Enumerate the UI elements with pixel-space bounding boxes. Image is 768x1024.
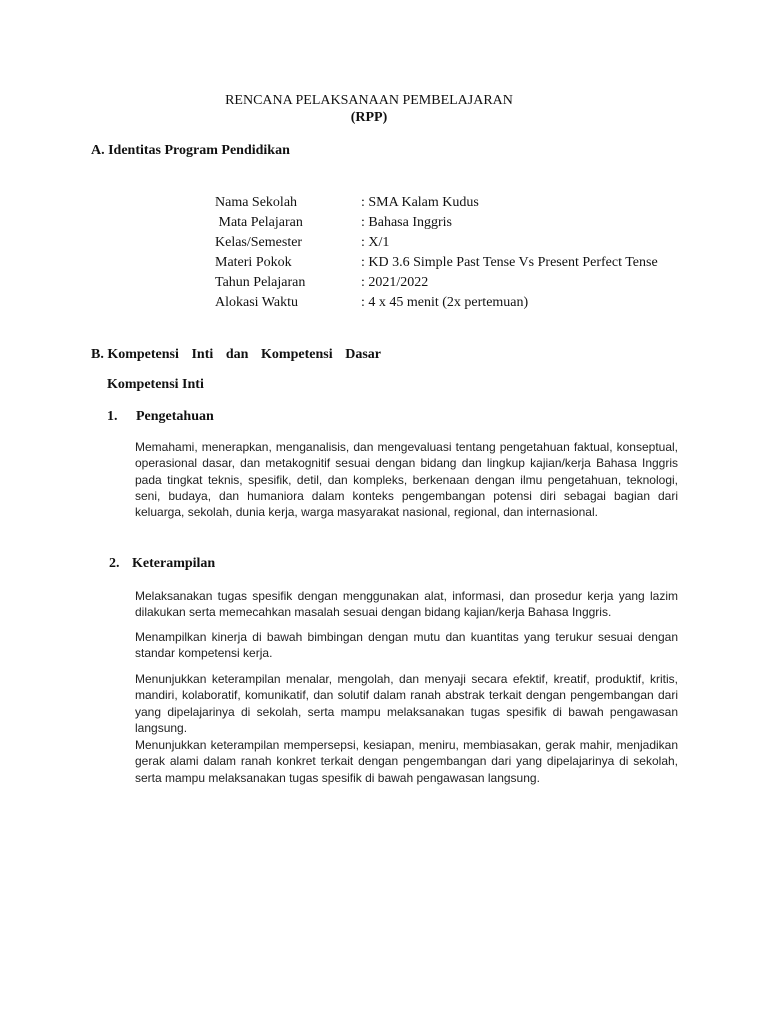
knowledge-paragraph: Memahami, menerapkan, menganalisis, dan mengevaluasi tentang pengetahuan faktual, konseptual, operasional dasar, dan metakognitif sesuai dengan bidang dan lingkup kajian/kerja Bahasa Inggris pada tingkat teknis, spesifik, detil, dan kompleks, berkenaan dengan ilmu pengetahuan, teknologi, seni, budaya, dan humaniora dalam konteks pengembangan potensi diri sebagai bagian dari keluarga, sekolah, dunia kerja, warga masyarakat nasional, regional, dan internasional. [135,440,678,520]
skills-paragraph: Melaksanakan tugas spesifik dengan menggunakan alat, informasi, dan prosedur kerja yang lazim dilakukan serta memecahkan masalah sesuai dengan bidang kajian/kerja Bahasa Inggris. [135,589,678,620]
identity-label: Kelas/Semester [215,235,303,250]
item-label: Keterampilan [132,556,216,571]
section-b-word: Dasar [345,347,381,362]
core-competency-heading: Kompetensi Inti [107,377,204,392]
section-a-heading: A. Identitas Program Pendidikan [91,143,290,158]
identity-value: : KD 3.6 Simple Past Tense Vs Present Perfect Tense [361,255,658,270]
identity-value: : SMA Kalam Kudus [361,195,479,210]
skills-paragraph: Menampilkan kinerja di bawah bimbingan dengan mutu dan kuantitas yang terukur sesuai dengan standar kompetensi kerja. [135,630,678,661]
identity-value: : Bahasa Inggris [361,215,452,230]
item-label: Pengetahuan [136,409,214,424]
identity-label: Materi Pokok [215,255,292,270]
identity-label: Alokasi Waktu [215,295,298,310]
section-b-word: Kompetensi [261,347,333,362]
document-title: RENCANA PELAKSANAAN PEMBELAJARAN [225,93,513,108]
identity-value: : 4 x 45 menit (2x pertemuan) [361,295,529,310]
section-b-word: B. Kompetensi [91,347,179,362]
identity-label: Tahun Pelajaran [215,275,306,290]
identity-label: Nama Sekolah [215,195,298,210]
skills-paragraph: Menunjukkan keterampilan mempersepsi, kesiapan, meniru, membiasakan, gerak mahir, menjadikan gerak alami dalam ranah konkret terkait dengan pengembangan dari yang dipelajarinya di sekolah, serta mampu melaksanakan tugas spesifik di bawah pengawasan langsung. [135,738,678,785]
document-subtitle: (RPP) [350,110,388,125]
identity-value: : 2021/2022 [361,275,429,290]
skills-paragraph: Menunjukkan keterampilan menalar, mengolah, dan menyaji secara efektif, kreatif, produktif, kritis, mandiri, kolaboratif, komunikatif, dan solutif dalam ranah abstrak terkait dengan pengembangan dari yang dipelajarinya di sekolah, serta mampu melaksanakan tugas spesifik di bawah pengawasan langsung. [135,672,678,735]
section-b-word: dan [225,347,249,362]
identity-label: Mata Pelajaran [215,215,303,230]
identity-value: : X/1 [361,235,390,250]
section-b-word: Inti [191,347,214,362]
item-number: 1. [107,409,118,424]
section-b-heading [91,346,381,364]
item-number: 2. [109,556,120,571]
